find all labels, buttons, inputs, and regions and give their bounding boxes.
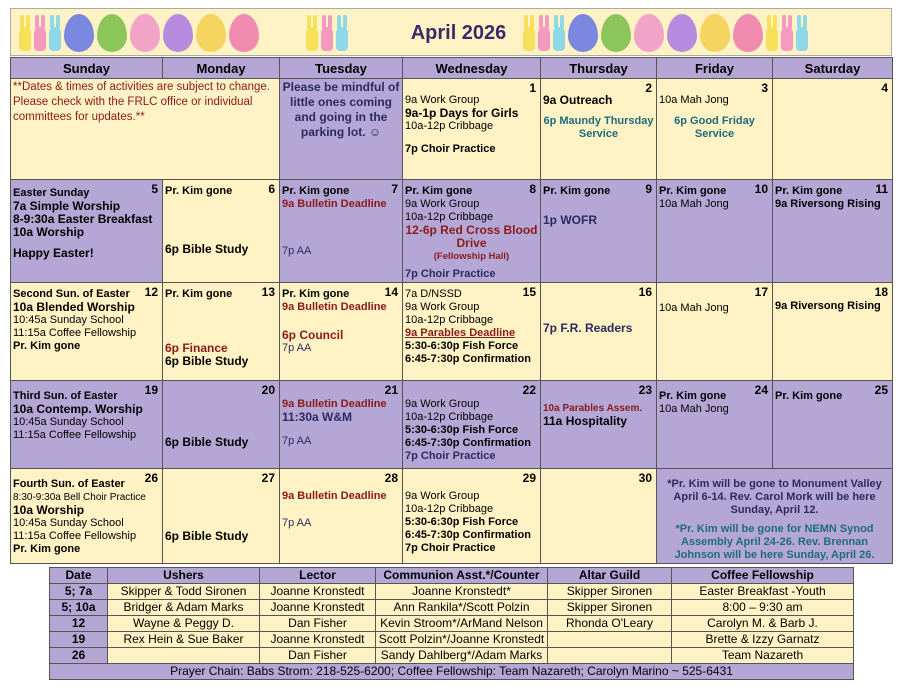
day-header: Sunday — [11, 58, 163, 79]
day-cell — [163, 283, 280, 381]
event: Pr. Kim gone — [775, 185, 843, 197]
event: 6:45-7:30p Confirmation — [405, 353, 531, 365]
event: 10a-12p Cribbage — [405, 120, 494, 132]
day-cell — [11, 381, 163, 469]
page-title: April 2026 — [410, 21, 507, 44]
day-number: 14 — [384, 285, 398, 299]
event: 10a Mah Jong — [659, 198, 729, 210]
event: 10a Worship — [13, 225, 85, 239]
bunny-icon — [34, 15, 46, 51]
day-number: 29 — [522, 471, 536, 485]
col-header: Altar Guild — [548, 568, 672, 584]
day-number: 20 — [261, 383, 275, 397]
event: Pr. Kim gone — [405, 185, 473, 197]
event: 9a Work Group — [405, 490, 480, 502]
event: Pr. Kim gone — [165, 288, 233, 300]
day-number: 27 — [261, 471, 275, 485]
col-header: Ushers — [108, 568, 260, 584]
event: 7p AA — [282, 435, 312, 447]
day-cell — [773, 79, 893, 180]
day-number: 7 — [391, 182, 398, 196]
day-number: 30 — [638, 471, 652, 485]
col-header: Communion Asst.*/Counter — [376, 568, 548, 584]
event: Fourth Sun. of Easter — [13, 478, 125, 490]
day-number: 1 — [529, 81, 536, 95]
day-cell — [280, 469, 403, 564]
event: 7p AA — [282, 517, 312, 529]
right-decor — [523, 11, 808, 55]
header-banner — [10, 8, 892, 56]
event: 9a-1p Days for Girls — [405, 106, 519, 120]
notes-cell — [657, 469, 893, 564]
event: 6p Bible Study — [165, 354, 249, 368]
disclaimer-note: **Dates & times of activities are subject to change. Please check with the FRLC office or individual committees for updates.** — [13, 81, 270, 123]
cell: Brette & Izzy Garnatz — [672, 632, 854, 648]
event: 10:45a Sunday School — [13, 517, 124, 529]
left-decor — [19, 11, 259, 55]
day-number: 2 — [645, 81, 652, 95]
week-row — [11, 180, 893, 283]
day-cell — [403, 381, 541, 469]
day-cell — [11, 469, 163, 564]
cell: Kevin Stroom*/ArMand Nelson — [376, 616, 548, 632]
event: 9a Bulletin Deadline — [282, 301, 387, 313]
event: 10a Parables Assem. — [543, 403, 643, 414]
event: 7p F.R. Readers — [543, 321, 633, 335]
egg-icon — [601, 14, 631, 52]
cell: 26 — [50, 648, 108, 664]
prayer-chain-footer: Prayer Chain: Babs Strom: 218-525-6200; Coffee Fellowship: Team Nazareth; Carolyn Marino ~ 525-6431 — [50, 664, 854, 680]
cell: Joanne Kronstedt* — [376, 584, 548, 600]
event: 10a Mah Jong — [659, 94, 729, 106]
event: 9a Work Group — [405, 398, 480, 410]
bunny-icon — [781, 15, 793, 51]
cell: 5; 10a — [50, 600, 108, 616]
day-cell — [163, 381, 280, 469]
event: 9a Riversong Rising — [775, 198, 881, 210]
day-number: 18 — [874, 285, 888, 299]
event: Pr. Kim gone — [659, 185, 727, 197]
event: 10:45a Sunday School — [13, 416, 124, 428]
cell: Rex Hein & Sue Baker — [108, 632, 260, 648]
day-cell — [541, 283, 657, 381]
week-row — [11, 381, 893, 469]
day-number: 21 — [384, 383, 398, 397]
table-row — [50, 616, 854, 632]
bunny-icon — [321, 15, 333, 51]
day-cell — [541, 469, 657, 564]
bunny-icon — [306, 15, 318, 51]
event: 12-6p Red Cross Blood Drive — [405, 223, 538, 250]
event: 9a Parables Deadline — [405, 327, 516, 339]
cell: Ann Rankila*/Scott Polzin — [376, 600, 548, 616]
event: Third Sun. of Easter — [13, 390, 118, 402]
col-header: Date — [50, 568, 108, 584]
event: 7a D/NSSD — [405, 288, 462, 300]
bunny-icon — [336, 15, 348, 51]
cell: Skipper Sironen — [548, 584, 672, 600]
day-header: Friday — [657, 58, 773, 79]
day-header: Wednesday — [403, 58, 541, 79]
cell: Joanne Kronstedt — [260, 600, 376, 616]
event: 1p WOFR — [543, 213, 597, 227]
day-cell — [773, 283, 893, 381]
event: Pr. Kim gone — [165, 185, 233, 197]
absence-note: *Pr. Kim will be gone to Monument Valley April 6-14. Rev. Carol Mork will be here Sunday, April 12. — [667, 478, 882, 516]
event: 8:30-9:30a Bell Choir Practice — [13, 492, 146, 503]
day-header: Monday — [163, 58, 280, 79]
egg-icon — [163, 14, 193, 52]
day-number: 25 — [874, 383, 888, 397]
day-header: Tuesday — [280, 58, 403, 79]
day-cell — [657, 180, 773, 283]
day-header: Saturday — [773, 58, 893, 79]
cell: Wayne & Peggy D. — [108, 616, 260, 632]
event: Second Sun. of Easter — [13, 288, 130, 300]
event: 9a Bulletin Deadline — [282, 198, 387, 210]
day-number: 22 — [522, 383, 536, 397]
day-cell — [280, 381, 403, 469]
day-cell — [163, 469, 280, 564]
table-row — [50, 632, 854, 648]
event: 7p AA — [282, 245, 312, 257]
event: 7p Choir Practice — [405, 268, 496, 280]
cell: Sandy Dahlberg*/Adam Marks — [376, 648, 548, 664]
bunny-icon — [766, 15, 778, 51]
event: 10a Contemp. Worship — [13, 402, 143, 416]
event: 6p Bible Study — [165, 529, 249, 543]
cell — [548, 648, 672, 664]
event: 7p AA — [282, 342, 312, 354]
event: 7a Simple Worship — [13, 199, 121, 213]
col-header: Coffee Fellowship — [672, 568, 854, 584]
event: Pr. Kim gone — [282, 288, 350, 300]
cell: Carolyn M. & Barb J. — [672, 616, 854, 632]
disclaimer-cell — [11, 79, 280, 180]
event: 6:45-7:30p Confirmation — [405, 529, 531, 541]
day-number: 19 — [144, 383, 158, 397]
volunteer-schedule — [49, 567, 854, 680]
day-number: 4 — [881, 81, 888, 95]
event: Happy Easter! — [13, 246, 94, 260]
day-cell — [773, 381, 893, 469]
day-number: 9 — [645, 182, 652, 196]
schedule-header — [50, 568, 854, 584]
day-cell — [541, 79, 657, 180]
cell: Scott Polzin*/Joanne Kronstedt — [376, 632, 548, 648]
day-cell — [280, 283, 403, 381]
day-number: 24 — [754, 383, 768, 397]
event: 6p Bible Study — [165, 242, 249, 256]
day-cell — [541, 381, 657, 469]
day-number: 28 — [384, 471, 398, 485]
event: 10a-12p Cribbage — [405, 314, 494, 326]
event: 9a Bulletin Deadline — [282, 398, 387, 410]
event: 5:30-6:30p Fish Force — [405, 340, 519, 352]
event: 10a Mah Jong — [659, 302, 729, 314]
cell: 19 — [50, 632, 108, 648]
cell: Skipper Sironen — [548, 600, 672, 616]
day-cell — [657, 283, 773, 381]
cell: Joanne Kronstedt — [260, 632, 376, 648]
event: Pr. Kim gone — [659, 390, 727, 402]
event: 6p Maundy Thursday Service — [543, 115, 654, 140]
event: 9a Work Group — [405, 94, 480, 106]
table-row — [50, 600, 854, 616]
day-number: 3 — [761, 81, 768, 95]
bunny-icon — [553, 15, 565, 51]
day-number: 13 — [261, 285, 275, 299]
event: 7p Choir Practice — [405, 450, 496, 462]
parking-note: Please be mindful of little ones coming and going in the parking lot. ☺ — [282, 80, 400, 139]
egg-icon — [97, 14, 127, 52]
bunny-icon — [19, 15, 31, 51]
cell: Dan Fisher — [260, 616, 376, 632]
day-number: 6 — [268, 182, 275, 196]
week-row — [11, 79, 893, 180]
event: 11:15a Coffee Fellowship — [13, 530, 137, 542]
egg-icon — [568, 14, 598, 52]
event: 10a Blended Worship — [13, 300, 135, 314]
day-number: 23 — [638, 383, 652, 397]
cell — [108, 648, 260, 664]
event: 10a-12p Cribbage — [405, 503, 494, 515]
day-cell — [11, 180, 163, 283]
event: 6:45-7:30p Confirmation — [405, 437, 531, 449]
day-number: 5 — [151, 182, 158, 196]
day-cell — [773, 180, 893, 283]
bunny-icon — [538, 15, 550, 51]
egg-icon — [667, 14, 697, 52]
event: 11:15a Coffee Fellowship — [13, 327, 137, 339]
day-number: 10 — [754, 182, 768, 196]
mid-decor — [306, 11, 348, 55]
day-cell — [280, 79, 403, 180]
cell: Skipper & Todd Sironen — [108, 584, 260, 600]
egg-icon — [733, 14, 763, 52]
cell: Team Nazareth — [672, 648, 854, 664]
event: 6p Council — [282, 328, 344, 342]
day-number: 11 — [875, 182, 888, 196]
event: 11:15a Coffee Fellowship — [13, 429, 137, 441]
event: 9a Bulletin Deadline — [282, 490, 387, 502]
event: Pr. Kim gone — [775, 390, 843, 402]
day-number: 8 — [529, 182, 536, 196]
event: 11a Hospitality — [543, 414, 628, 428]
week-row — [11, 283, 893, 381]
day-cell — [403, 180, 541, 283]
event: Easter Sunday — [13, 187, 90, 199]
day-cell — [280, 180, 403, 283]
cell: Joanne Kronstedt — [260, 584, 376, 600]
cell: Dan Fisher — [260, 648, 376, 664]
event: 11:30a W&M — [282, 410, 353, 424]
day-cell — [403, 469, 541, 564]
day-number: 15 — [522, 285, 536, 299]
egg-icon — [196, 14, 226, 52]
event: 6p Finance — [165, 341, 228, 355]
weekday-header — [11, 58, 893, 79]
day-header: Thursday — [541, 58, 657, 79]
egg-icon — [700, 14, 730, 52]
event: (Fellowship Hall) — [433, 251, 510, 262]
cell: Rhonda O'Leary — [548, 616, 672, 632]
bunny-icon — [49, 15, 61, 51]
event: 10a Mah Jong — [659, 403, 729, 415]
day-cell — [11, 283, 163, 381]
day-number: 17 — [754, 285, 768, 299]
day-cell — [403, 79, 541, 180]
event: 9a Work Group — [405, 301, 480, 313]
cell: 5; 7a — [50, 584, 108, 600]
event: 6p Bible Study — [165, 435, 249, 449]
day-cell — [403, 283, 541, 381]
cell: Bridger & Adam Marks — [108, 600, 260, 616]
day-number: 16 — [638, 285, 652, 299]
event: Pr. Kim gone — [282, 185, 350, 197]
event: 6p Good Friday Service — [674, 115, 755, 140]
event: Pr. Kim gone — [13, 543, 81, 555]
event: Pr. Kim gone — [543, 185, 611, 197]
table-row — [50, 648, 854, 664]
cell: 12 — [50, 616, 108, 632]
table-row — [50, 584, 854, 600]
event: 9a Work Group — [405, 198, 480, 210]
calendar-grid — [10, 57, 893, 564]
event: 5:30-6:30p Fish Force — [405, 516, 519, 528]
event: Pr. Kim gone — [13, 340, 81, 352]
col-header: Lector — [260, 568, 376, 584]
bunny-icon — [796, 15, 808, 51]
event: 5:30-6:30p Fish Force — [405, 424, 519, 436]
event: 10:45a Sunday School — [13, 314, 124, 326]
egg-icon — [130, 14, 160, 52]
event: 10a-12p Cribbage — [405, 411, 494, 423]
bunny-icon — [523, 15, 535, 51]
absence-note: *Pr. Kim will be gone for NEMN Synod Assembly April 24-26. Rev. Brennan Johnson will be here Sunday, April 26. — [674, 523, 875, 561]
event: 8-9:30a Easter Breakfast — [13, 212, 153, 226]
event: 10a-12p Cribbage — [405, 211, 494, 223]
event: 7p Choir Practice — [405, 143, 496, 155]
day-number: 26 — [144, 471, 158, 485]
event: 7p Choir Practice — [405, 542, 496, 554]
day-cell — [163, 180, 280, 283]
footer-row — [50, 664, 854, 680]
cell: 8:00 – 9:30 am — [672, 600, 854, 616]
day-cell — [657, 79, 773, 180]
egg-icon — [229, 14, 259, 52]
day-number: 12 — [144, 285, 158, 299]
week-row — [11, 469, 893, 564]
day-cell — [657, 381, 773, 469]
event: 9a Outreach — [543, 93, 613, 107]
egg-icon — [634, 14, 664, 52]
event: 10a Worship — [13, 503, 85, 517]
cell: Easter Breakfast -Youth — [672, 584, 854, 600]
egg-icon — [64, 14, 94, 52]
cell — [548, 632, 672, 648]
day-cell — [541, 180, 657, 283]
event: 9a Riversong Rising — [775, 300, 881, 312]
